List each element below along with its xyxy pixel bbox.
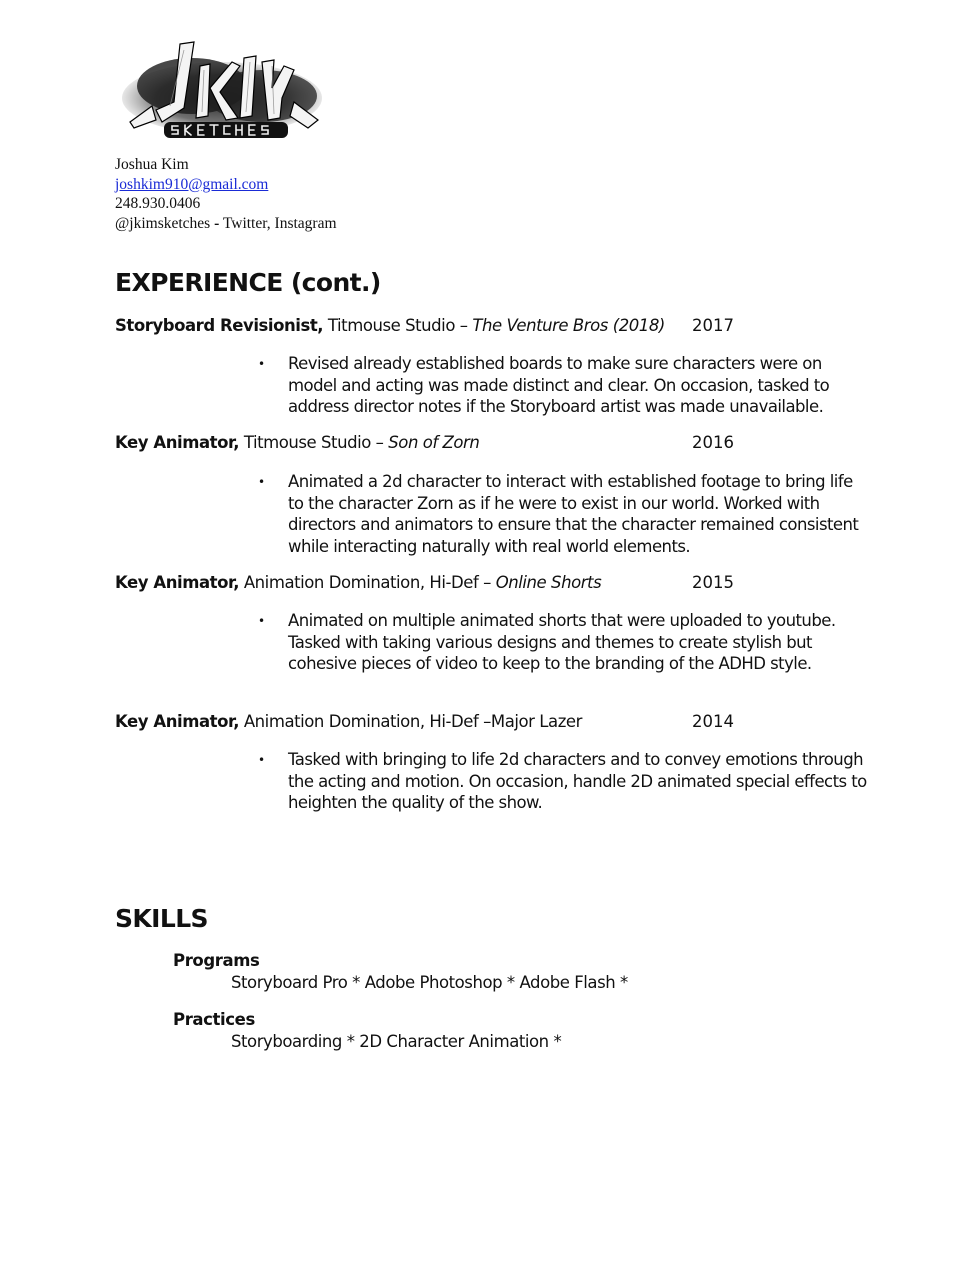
job-year: 2014	[692, 712, 734, 731]
job-role: Key Animator,	[115, 433, 240, 452]
job-show: Son of Zorn	[388, 433, 480, 452]
bullet-icon: •	[258, 753, 266, 767]
job-role: Key Animator,	[115, 573, 240, 592]
practices-label: Practices	[173, 1010, 255, 1029]
job-role: Storyboard Revisionist,	[115, 316, 324, 335]
practices-list: Storyboarding * 2D Character Animation *	[231, 1032, 562, 1051]
jkim-sketches-logo	[122, 36, 327, 144]
job-description: Revised already established boards to make sure characters were on model and acting was made distinct and clear. On occasion, tasked to address director notes if the Storyboard artist was made unavailable.	[288, 354, 830, 416]
job-title-line	[115, 316, 665, 335]
job-year: 2015	[692, 573, 734, 592]
job-year: 2016	[692, 433, 734, 452]
contact-phone: 248.930.0406	[115, 195, 201, 212]
job-show: Online Shorts	[495, 573, 602, 592]
programs-label: Programs	[173, 951, 260, 970]
social-handle: @jkimsketches	[115, 214, 211, 232]
job-company: Titmouse Studio –	[239, 433, 389, 452]
job-role: Key Animator,	[115, 712, 240, 731]
contact-name: Joshua Kim	[115, 156, 189, 173]
social-platforms: Twitter, Instagram	[222, 214, 337, 232]
job-company: Animation Domination, Hi-Def –Major Lazer	[239, 712, 582, 731]
job-company: Animation Domination, Hi-Def –	[239, 573, 496, 592]
programs-list: Storyboard Pro * Adobe Photoshop * Adobe Flash *	[231, 973, 628, 992]
bullet-icon: •	[258, 475, 266, 489]
experience-heading: EXPERIENCE (cont.)	[115, 268, 381, 297]
contact-block	[115, 155, 337, 233]
job-description: Animated a 2d character to interact with established footage to bring life to the character Zorn as if he were to exist in our world. Worked with directors and animators to ensure that the character remained consistent while interacting naturally with real world elements.	[288, 472, 859, 556]
job-description: Tasked with bringing to life 2d characters and to convey emotions through the acting and motion. On occasion, handle 2D animated special effects to heighten the quality of the show.	[288, 750, 867, 812]
social-separator: -	[214, 214, 220, 232]
bullet-icon: •	[258, 614, 266, 628]
contact-social	[115, 214, 337, 234]
job-description: Animated on multiple animated shorts that were uploaded to youtube. Tasked with taking various designs and themes to create stylish but cohesive pieces of video to keep to the branding of the ADHD style.	[288, 611, 836, 673]
job-title-line	[115, 433, 479, 452]
job-show: The Venture Bros (2018)	[472, 316, 665, 335]
bullet-icon: •	[258, 357, 266, 371]
job-company: Titmouse Studio –	[323, 316, 473, 335]
email-link[interactable]: joshkim910@gmail.com	[115, 175, 269, 193]
job-year: 2017	[692, 316, 734, 335]
skills-heading: SKILLS	[115, 904, 208, 933]
job-title-line	[115, 712, 582, 731]
job-title-line	[115, 573, 601, 592]
